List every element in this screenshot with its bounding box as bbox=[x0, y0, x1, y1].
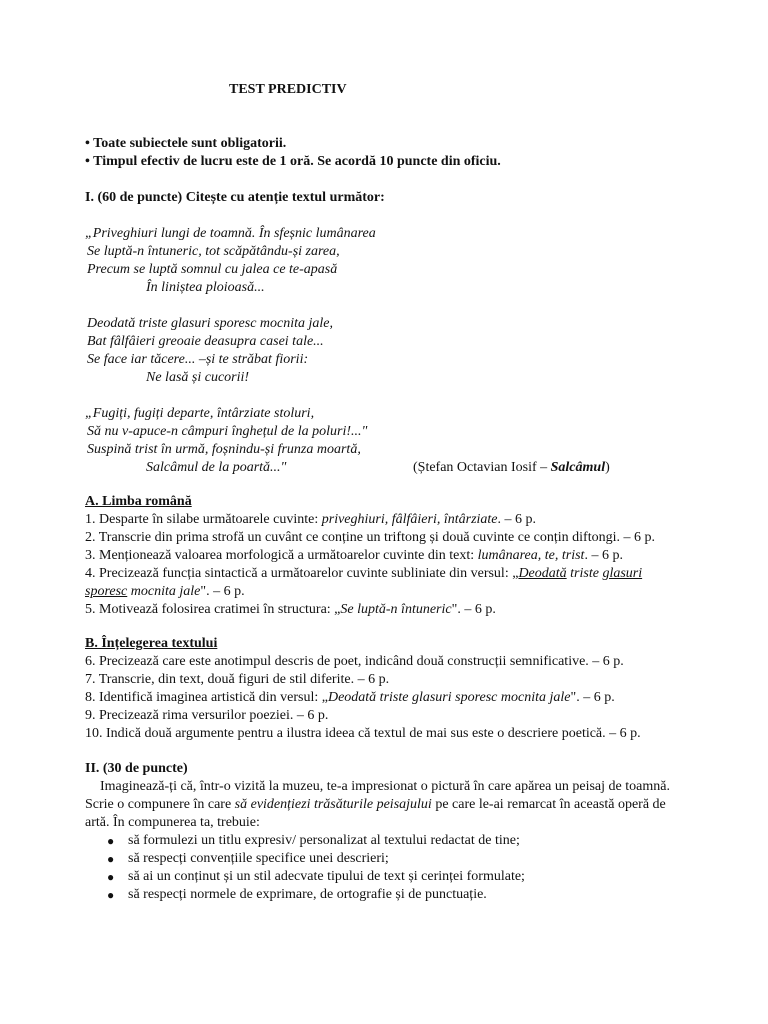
question-text: 1. Desparte în silabe următoarele cuvinte: bbox=[85, 512, 322, 527]
poem-line: Să nu v-apuce-n câmpuri înghețul de la poluri!..." bbox=[87, 424, 368, 439]
question-text: 3. Menționează valoarea morfologică a următoarelor cuvinte din text: bbox=[85, 548, 478, 563]
question-points: ". – 6 p. bbox=[200, 584, 245, 599]
question-9: 9. Precizează rima versurilor poeziei. – 6 p. bbox=[85, 708, 329, 723]
poem-attribution bbox=[413, 459, 610, 477]
poem-line: Se luptă-n întuneric, tot scăpătându-și zarea, bbox=[87, 244, 340, 259]
underlined-word: glasuri bbox=[602, 566, 643, 581]
question-text: 5. Motivează folosirea cratimei în structura: „ bbox=[85, 602, 341, 617]
part-a-heading: A. Limba română bbox=[85, 494, 192, 509]
question-words: priveghiuri, fâlfâieri, întârziate bbox=[321, 512, 498, 527]
bullet-icon: ● bbox=[107, 870, 115, 884]
question-words: triste bbox=[566, 566, 603, 581]
poem-line: „Priveghiuri lungi de toamnă. În sfeșnic lumânarea bbox=[85, 226, 376, 241]
question-10: 10. Indică două argumente pentru a ilustra ideea că textul de mai sus este o descriere poetică. – 6 p. bbox=[85, 726, 641, 741]
question-2: 2. Transcrie din prima strofă un cuvânt ce conține un triftong și două cuvinte ce conțin diftongi. – 6 p. bbox=[85, 530, 655, 545]
question-4 bbox=[85, 565, 642, 583]
essay-prompt-line-3: artă. În compunerea ta, trebuie: bbox=[85, 815, 260, 830]
part-b-heading: B. Înțelegerea textului bbox=[85, 636, 218, 651]
underlined-word: Deodată bbox=[518, 566, 567, 581]
poem-line: Se face iar tăcere... –și te străbat fiorii: bbox=[87, 352, 309, 367]
poem-line: Ne lasă și cucorii! bbox=[146, 370, 250, 385]
intro-item-2: • Timpul efectiv de lucru este de 1 oră. Se acordă 10 puncte din oficiu. bbox=[85, 154, 501, 169]
poem-line: Salcâmul de la poartă..." bbox=[146, 460, 287, 475]
poem-line: Precum se luptă somnul cu jalea ce te-apasă bbox=[87, 262, 338, 277]
question-points: ". – 6 p. bbox=[451, 602, 496, 617]
attribution-work: Salcâmul bbox=[550, 460, 606, 475]
attribution-author: (Ștefan Octavian Iosif – bbox=[413, 460, 551, 475]
requirement-item: să ai un conținut și un stil adecvate tipului de text și cerinței formulate; bbox=[128, 869, 525, 884]
requirement-item: să respecți convențiile specifice unei descrieri; bbox=[128, 851, 389, 866]
section-2-heading: II. (30 de puncte) bbox=[85, 761, 188, 776]
essay-prompt-line-1: Imaginează-ți că, într-o vizită la muzeu, te-a impresionat o pictură în care apărea un peisaj de toamnă. bbox=[100, 779, 670, 794]
question-words: Deodată triste glasuri sporesc mocnita jale bbox=[327, 690, 571, 705]
question-points: . – 6 p. bbox=[584, 548, 623, 563]
attribution-close: ) bbox=[605, 460, 610, 475]
question-points: . – 6 p. bbox=[497, 512, 537, 527]
question-6: 6. Precizează care este anotimpul descris de poet, indicând două construcții semnificative. – 6 p. bbox=[85, 654, 624, 669]
requirement-item: să formulezi un titlu expresiv/ personalizat al textului redactat de tine; bbox=[128, 833, 520, 848]
question-8 bbox=[85, 689, 615, 707]
question-1 bbox=[85, 511, 536, 529]
underlined-word: sporesc bbox=[85, 584, 128, 599]
poem-line: „Fugiți, fugiți departe, întârziate stoluri, bbox=[85, 406, 315, 421]
question-text: 8. Identifică imaginea artistică din versul: „ bbox=[85, 690, 328, 705]
question-words: mocnita jale bbox=[127, 584, 201, 599]
prompt-text: pe care le-ai remarcat în această operă de bbox=[431, 797, 666, 812]
prompt-emphasis: să evidențiezi trăsăturile peisajului bbox=[234, 797, 432, 812]
question-words: lumânarea, te, trist bbox=[477, 548, 585, 563]
poem-line: Deodată triste glasuri sporesc mocnita jale, bbox=[87, 316, 334, 331]
poem-line: Suspină trist în urmă, foșnindu-și frunza moartă, bbox=[87, 442, 361, 457]
intro-item-1: • Toate subiectele sunt obligatorii. bbox=[85, 136, 287, 151]
question-text: 4. Precizează funcția sintactică a următoarelor cuvinte subliniate din versul: „ bbox=[85, 566, 519, 581]
bullet-icon: ● bbox=[107, 888, 115, 902]
poem-line: În liniștea ploioasă... bbox=[146, 280, 265, 295]
bullet-icon: ● bbox=[107, 834, 115, 848]
page-title: TEST PREDICTIV bbox=[229, 82, 347, 97]
question-points: ". – 6 p. bbox=[570, 690, 615, 705]
question-3 bbox=[85, 547, 623, 565]
question-4-continued bbox=[85, 583, 245, 601]
question-5 bbox=[85, 601, 496, 619]
question-7: 7. Transcrie, din text, două figuri de stil diferite. – 6 p. bbox=[85, 672, 390, 687]
question-words: Se luptă-n întuneric bbox=[340, 602, 452, 617]
prompt-text: Scrie o compunere în care bbox=[85, 797, 235, 812]
bullet-icon: ● bbox=[107, 852, 115, 866]
poem-line: Bat fâlfâieri greoaie deasupra casei tale... bbox=[87, 334, 324, 349]
essay-prompt-line-2 bbox=[85, 796, 666, 814]
requirement-item: să respecți normele de exprimare, de ortografie și de punctuație. bbox=[128, 887, 487, 902]
section-1-heading: I. (60 de puncte) Citește cu atenție textul următor: bbox=[85, 190, 385, 205]
